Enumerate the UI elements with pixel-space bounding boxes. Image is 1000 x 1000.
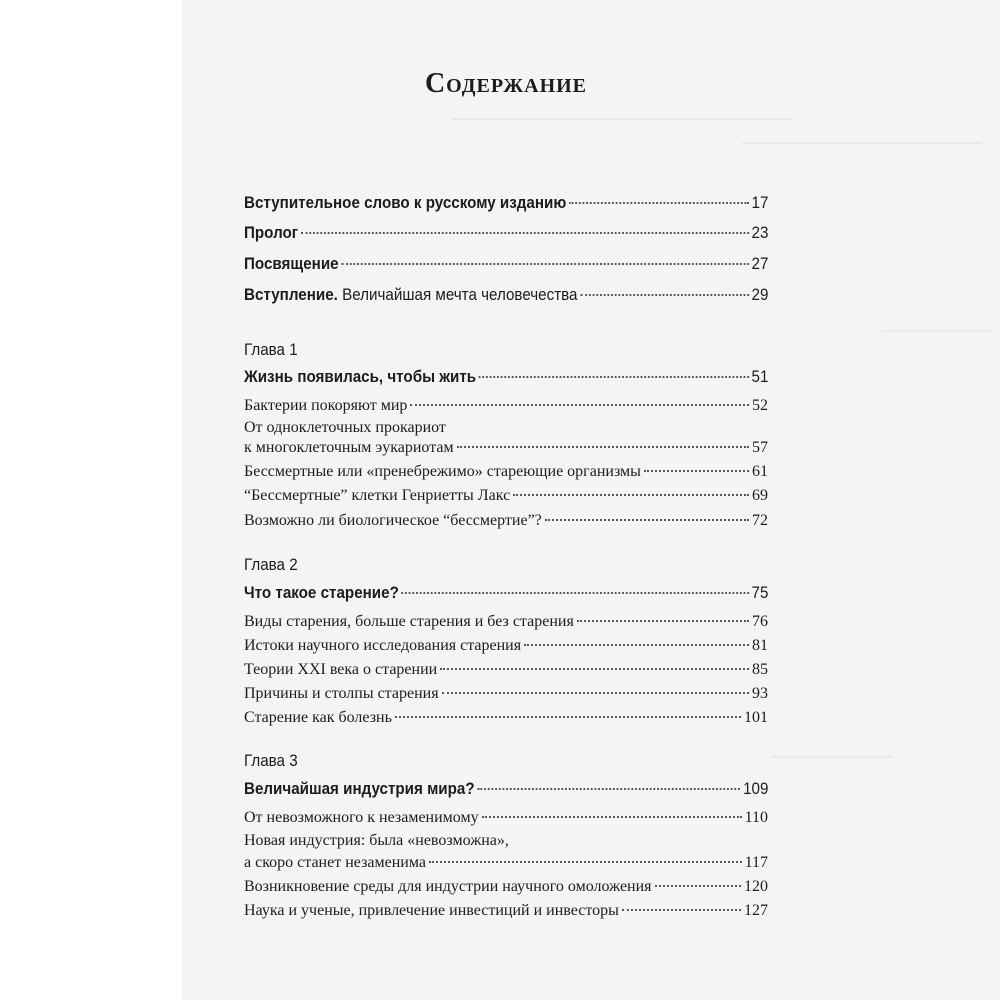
bleed-through-line [742,142,982,144]
dot-leader [524,644,749,646]
dot-leader [545,519,749,521]
dot-leader [513,494,749,496]
dot-leader [442,692,749,694]
dot-leader [644,470,749,472]
dot-leader [410,404,749,406]
toc-entry: Старение как болезнь 101 [244,709,768,726]
toc-entry-first-line: Новая индустрия: была «невозможна», [244,832,509,849]
dot-leader [301,232,749,234]
dot-leader [577,620,749,622]
chapter-label: Глава 3 [244,752,298,770]
toc-entry: Возникновение среды для индустрии научного омоложения 120 [244,878,768,895]
dot-leader [341,263,748,265]
toc-entry: “Бессмертные” клетки Генриетты Лакс 69 [244,487,768,504]
bleed-through-line [772,756,892,758]
bleed-through-line [882,330,992,332]
toc-entry: к многоклеточным эукариотам 57 [244,439,768,456]
dot-leader [395,716,741,718]
chapter-heading: Величайшая индустрия мира? 109 [244,780,769,798]
dot-leader [457,446,749,448]
toc-entry: Наука и ученые, привлечение инвестиций и инвесторы 127 [244,902,768,919]
dot-leader [482,816,742,818]
dot-leader [479,376,749,378]
dot-leader [580,294,748,296]
toc-entry: Вступительное слово к русскому изданию 17 [244,194,769,212]
dot-leader [477,788,740,790]
page-title: Содержание [424,68,588,99]
toc-entry: Бактерии покоряют мир 52 [244,397,768,414]
toc-entry: Причины и столпы старения 93 [244,685,768,702]
toc-entry: От невозможного к незаменимому 110 [244,809,768,826]
dot-leader [622,909,741,911]
chapter-heading: Жизнь появилась, чтобы жить 51 [244,368,769,386]
toc-entry: Посвящение 27 [244,255,769,273]
chapter-heading: Что такое старение? 75 [244,584,769,602]
chapter-label: Глава 1 [244,341,298,359]
toc-entry: Вступление. Величайшая мечта человечества 29 [244,286,769,304]
toc-entry: Теории XXI века о старении 85 [244,661,768,678]
toc-entry-first-line: От одноклеточных прокариот [244,419,446,436]
toc-entry: а скоро станет незаменима 117 [244,854,768,871]
toc-entry: Возможно ли биологическое “бессмертие”? 72 [244,512,768,529]
table-of-contents [244,0,768,1000]
toc-entry: Бессмертные или «пренебрежимо» стареющие организмы 61 [244,463,768,480]
toc-entry: Виды старения, больше старения и без старения 76 [244,613,768,630]
dot-leader [440,668,749,670]
dot-leader [655,885,741,887]
chapter-label: Глава 2 [244,556,298,574]
toc-entry: Истоки научного исследования старения 81 [244,637,768,654]
dot-leader [402,592,749,594]
dot-leader [429,861,742,863]
toc-entry: Пролог 23 [244,224,769,242]
dot-leader [569,202,749,204]
